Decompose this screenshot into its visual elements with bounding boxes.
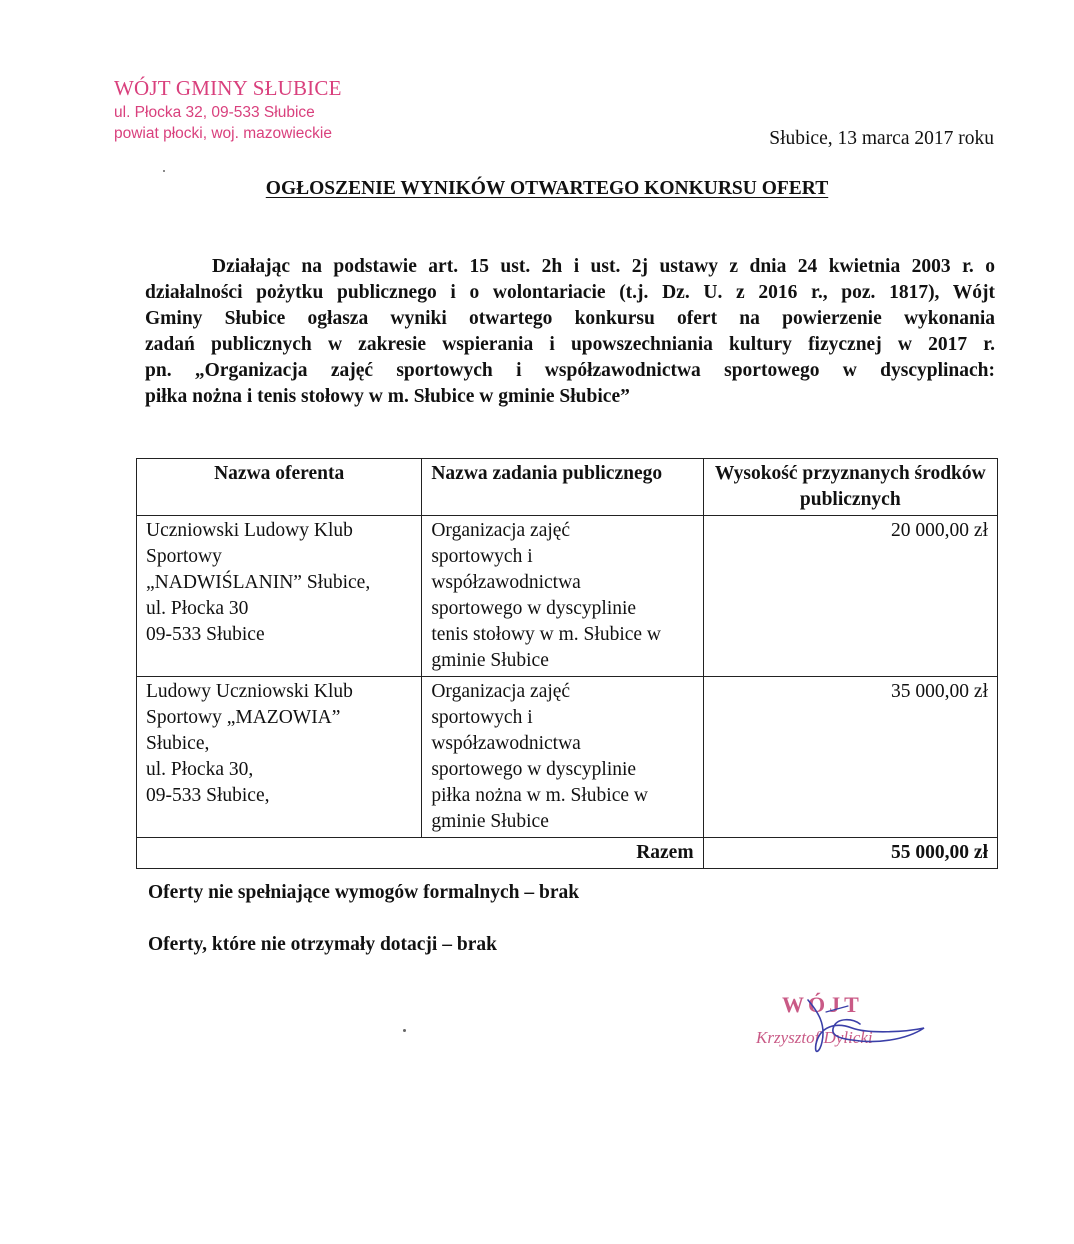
handwritten-signature-icon: [756, 982, 936, 1062]
header-task: Nazwa zadania publicznego: [422, 459, 703, 516]
offerer-line: Sportowy „MAZOWIA”: [146, 707, 341, 728]
offerer-line: ul. Płocka 30: [146, 598, 249, 619]
task-line: sportowych i: [431, 546, 533, 567]
intro-line: piłka nożna i tenis stołowy w m. Słubice w gminie Słubice”: [145, 386, 630, 407]
header-offerer: Nazwa oferenta: [137, 459, 422, 516]
document-date: Słubice, 13 marca 2017 roku: [769, 128, 994, 149]
table-header-row: [137, 459, 998, 516]
stamp-district: powiat płocki, woj. mazowieckie: [114, 125, 332, 142]
header-amount: Wysokość przyznanych środków publicznych: [703, 459, 997, 516]
amount-cell: 35 000,00 zł: [703, 677, 997, 838]
intro-line: pn. „Organizacja zajęć sportowych i współzawodnictwa sportowego w dyscyplinach:: [145, 360, 995, 381]
scan-speck: [403, 1029, 406, 1032]
task-line: gminie Słubice: [431, 650, 549, 671]
total-label: Razem: [137, 838, 704, 869]
task-line: współzawodnictwa: [431, 572, 581, 593]
offerer-line: 09-533 Słubice: [146, 624, 265, 645]
task-line: Organizacja zajęć: [431, 681, 571, 702]
offerer-line: 09-533 Słubice,: [146, 785, 270, 806]
intro-line: zadań publicznych w zakresie wspierania i upowszechniania kultury fizycznej w 2017 r.: [145, 334, 995, 355]
document-title-text: OGŁOSZENIE WYNIKÓW OTWARTEGO KONKURSU OFERT: [265, 178, 829, 199]
offerer-line: ul. Płocka 30,: [146, 759, 254, 780]
task-line: piłka nożna w m. Słubice w: [431, 785, 648, 806]
signature-stamp: [756, 982, 936, 1062]
stamp-title: WÓJT GMINY SŁUBICE: [114, 76, 342, 100]
offerer-line: Sportowy: [146, 546, 222, 567]
signature-name: Krzysztof Dylicki: [756, 1028, 873, 1047]
task-line: Organizacja zajęć: [431, 520, 571, 541]
task-cell: [422, 677, 703, 838]
document-title: [0, 178, 1074, 200]
task-line: sportowego w dyscyplinie: [431, 759, 637, 780]
task-line: tenis stołowy w m. Słubice w: [431, 624, 662, 645]
office-stamp: [114, 76, 342, 143]
note-no-grant: Oferty, które nie otrzymały dotacji – brak: [148, 934, 497, 955]
offerer-line: „NADWIŚLANIN” Słubice,: [146, 572, 371, 593]
signature-title: WÓJT: [782, 992, 863, 1017]
results-table: [136, 458, 998, 869]
offerer-line: Uczniowski Ludowy Klub: [146, 520, 353, 541]
task-line: sportowych i: [431, 707, 533, 728]
offerer-line: Ludowy Uczniowski Klub: [146, 681, 353, 702]
offerer-cell: [137, 516, 422, 677]
task-line: współzawodnictwa: [431, 733, 581, 754]
scan-speck: [163, 170, 165, 172]
task-line: sportowego w dyscyplinie: [431, 598, 637, 619]
offerer-cell: [137, 677, 422, 838]
note-formal: Oferty nie spełniające wymogów formalnych – brak: [148, 882, 580, 903]
intro-line: działalności pożytku publicznego i o wolontariacie (t.j. Dz. U. z 2016 r., poz. 1817), Wójt: [145, 282, 995, 303]
table-row: [137, 677, 998, 838]
table-row: [137, 516, 998, 677]
offerer-line: Słubice,: [146, 733, 210, 754]
stamp-address: ul. Płocka 32, 09-533 Słubice: [114, 104, 315, 121]
intro-line: Działając na podstawie art. 15 ust. 2h i ust. 2j ustawy z dnia 24 kwietnia 2003 r. o: [212, 256, 995, 277]
intro-line: Gminy Słubice ogłasza wyniki otwartego konkursu ofert na powierzenie wykonania: [145, 308, 995, 329]
amount-cell: 20 000,00 zł: [703, 516, 997, 677]
intro-paragraph: [145, 254, 995, 410]
task-cell: [422, 516, 703, 677]
total-value: 55 000,00 zł: [703, 838, 997, 869]
total-row: [137, 838, 998, 869]
task-line: gminie Słubice: [431, 811, 549, 832]
